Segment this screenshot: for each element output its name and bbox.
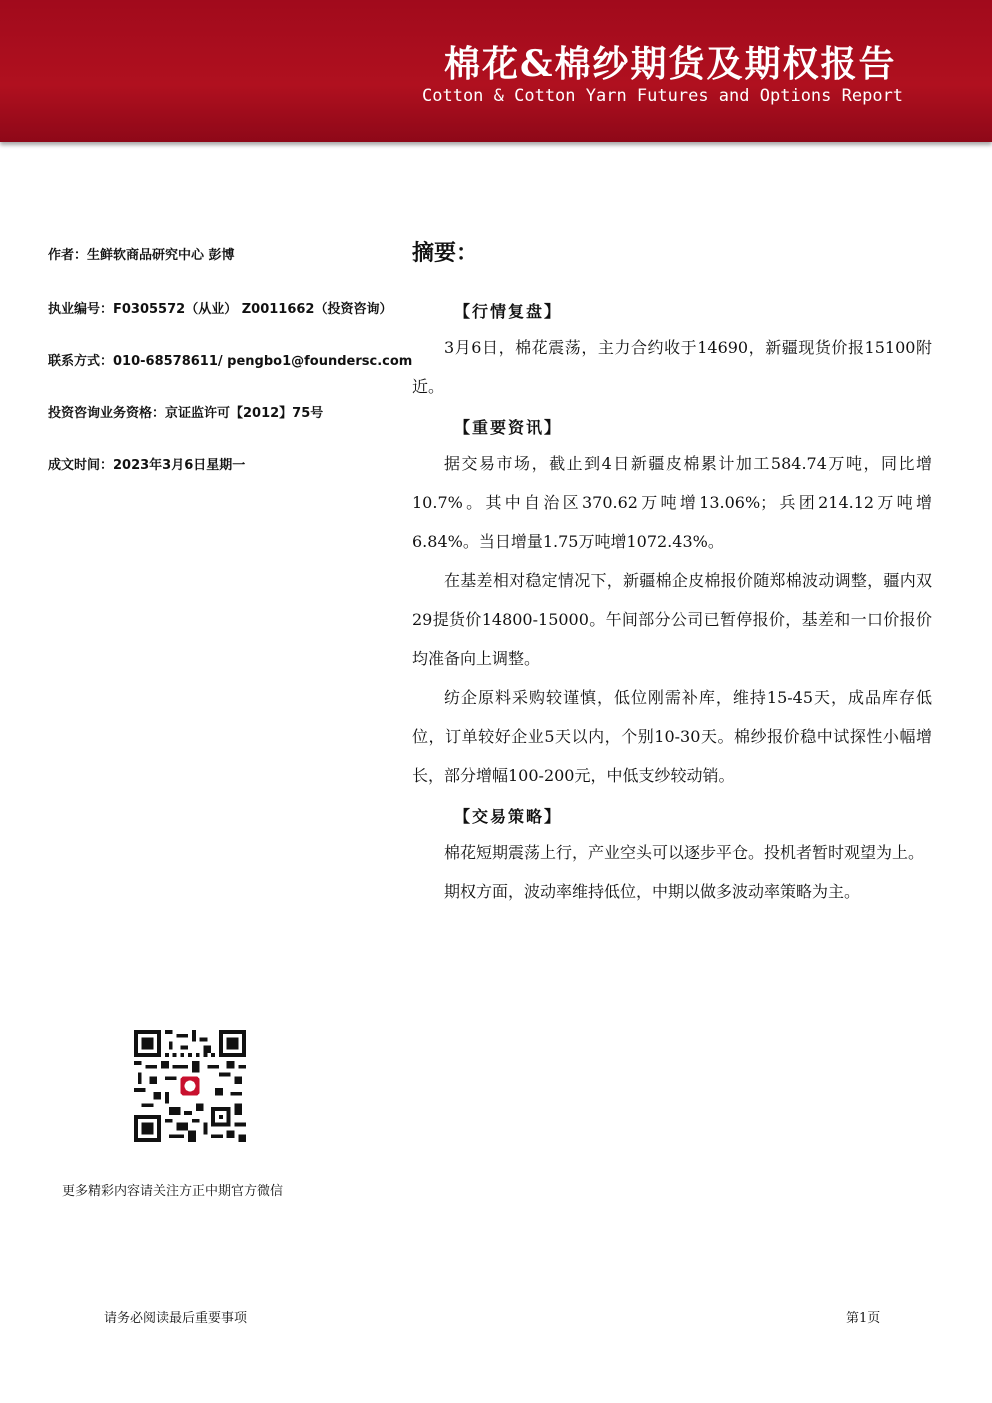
section-heading-key-news: 【重要资讯】 (454, 418, 563, 437)
paragraph: 3月6日，棉花震荡，主力合约收于14690，新疆现货价报15100附近。 (412, 338, 932, 396)
paragraph: 期权方面，波动率维持低位，中期以做多波动率策略为主。 (444, 882, 861, 901)
qr-caption: 更多精彩内容请关注方正中期官方微信 (62, 1184, 284, 1199)
date-line: 成文时间：2023年3月6日星期一 (48, 458, 246, 473)
paragraph: 纺企原料采购较谨慎，低位刚需补库，维持15-45天，成品库存低位，订单较好企业5天以内，个别10-30天。棉纱报价稳中试探性小幅增长，部分增幅100-200元，中低支纱较动销。 (412, 688, 932, 785)
section-heading-trading-strategy: 【交易策略】 (454, 807, 563, 826)
page-number: 第1页 (846, 1311, 881, 1326)
qr-code-icon[interactable] (134, 1030, 246, 1142)
footer-notice: 请务必阅读最后重要事项 (104, 1311, 248, 1326)
report-title-cn: 棉花&棉纱期货及期权报告 (444, 43, 897, 85)
license-line: 执业编号：F0305572（从业） Z0011662（投资咨询） (48, 302, 393, 317)
summary-content (412, 296, 932, 911)
qualification-line: 投资咨询业务资格：京证监许可【2012】75号 (48, 406, 324, 421)
paragraph: 在基差相对稳定情况下，新疆棉企皮棉报价随郑棉波动调整，疆内双29提货价14800-15000。午间部分公司已暂停报价，基差和一口价报价均准备向上调整。 (412, 571, 932, 668)
contact-line: 联系方式：010-68578611/ pengbo1@foundersc.com (48, 354, 413, 369)
paragraph: 据交易市场，截止到4日新疆皮棉累计加工584.74万吨，同比增10.7%。其中自治区370.62万吨增13.06%；兵团214.12万吨增6.84%。当日增量1.75万吨增1072.43%。 (412, 454, 932, 551)
paragraph: 棉花短期震荡上行，产业空头可以逐步平仓。投机者暂时观望为上。 (444, 843, 925, 862)
report-title-en: Cotton & Cotton Yarn Futures and Options Report (422, 86, 904, 106)
summary-title: 摘要： (412, 241, 479, 266)
section-heading-market-review: 【行情复盘】 (454, 302, 563, 321)
header-banner (0, 0, 992, 142)
author-line: 作者：生鲜软商品研究中心 彭博 (48, 248, 235, 263)
